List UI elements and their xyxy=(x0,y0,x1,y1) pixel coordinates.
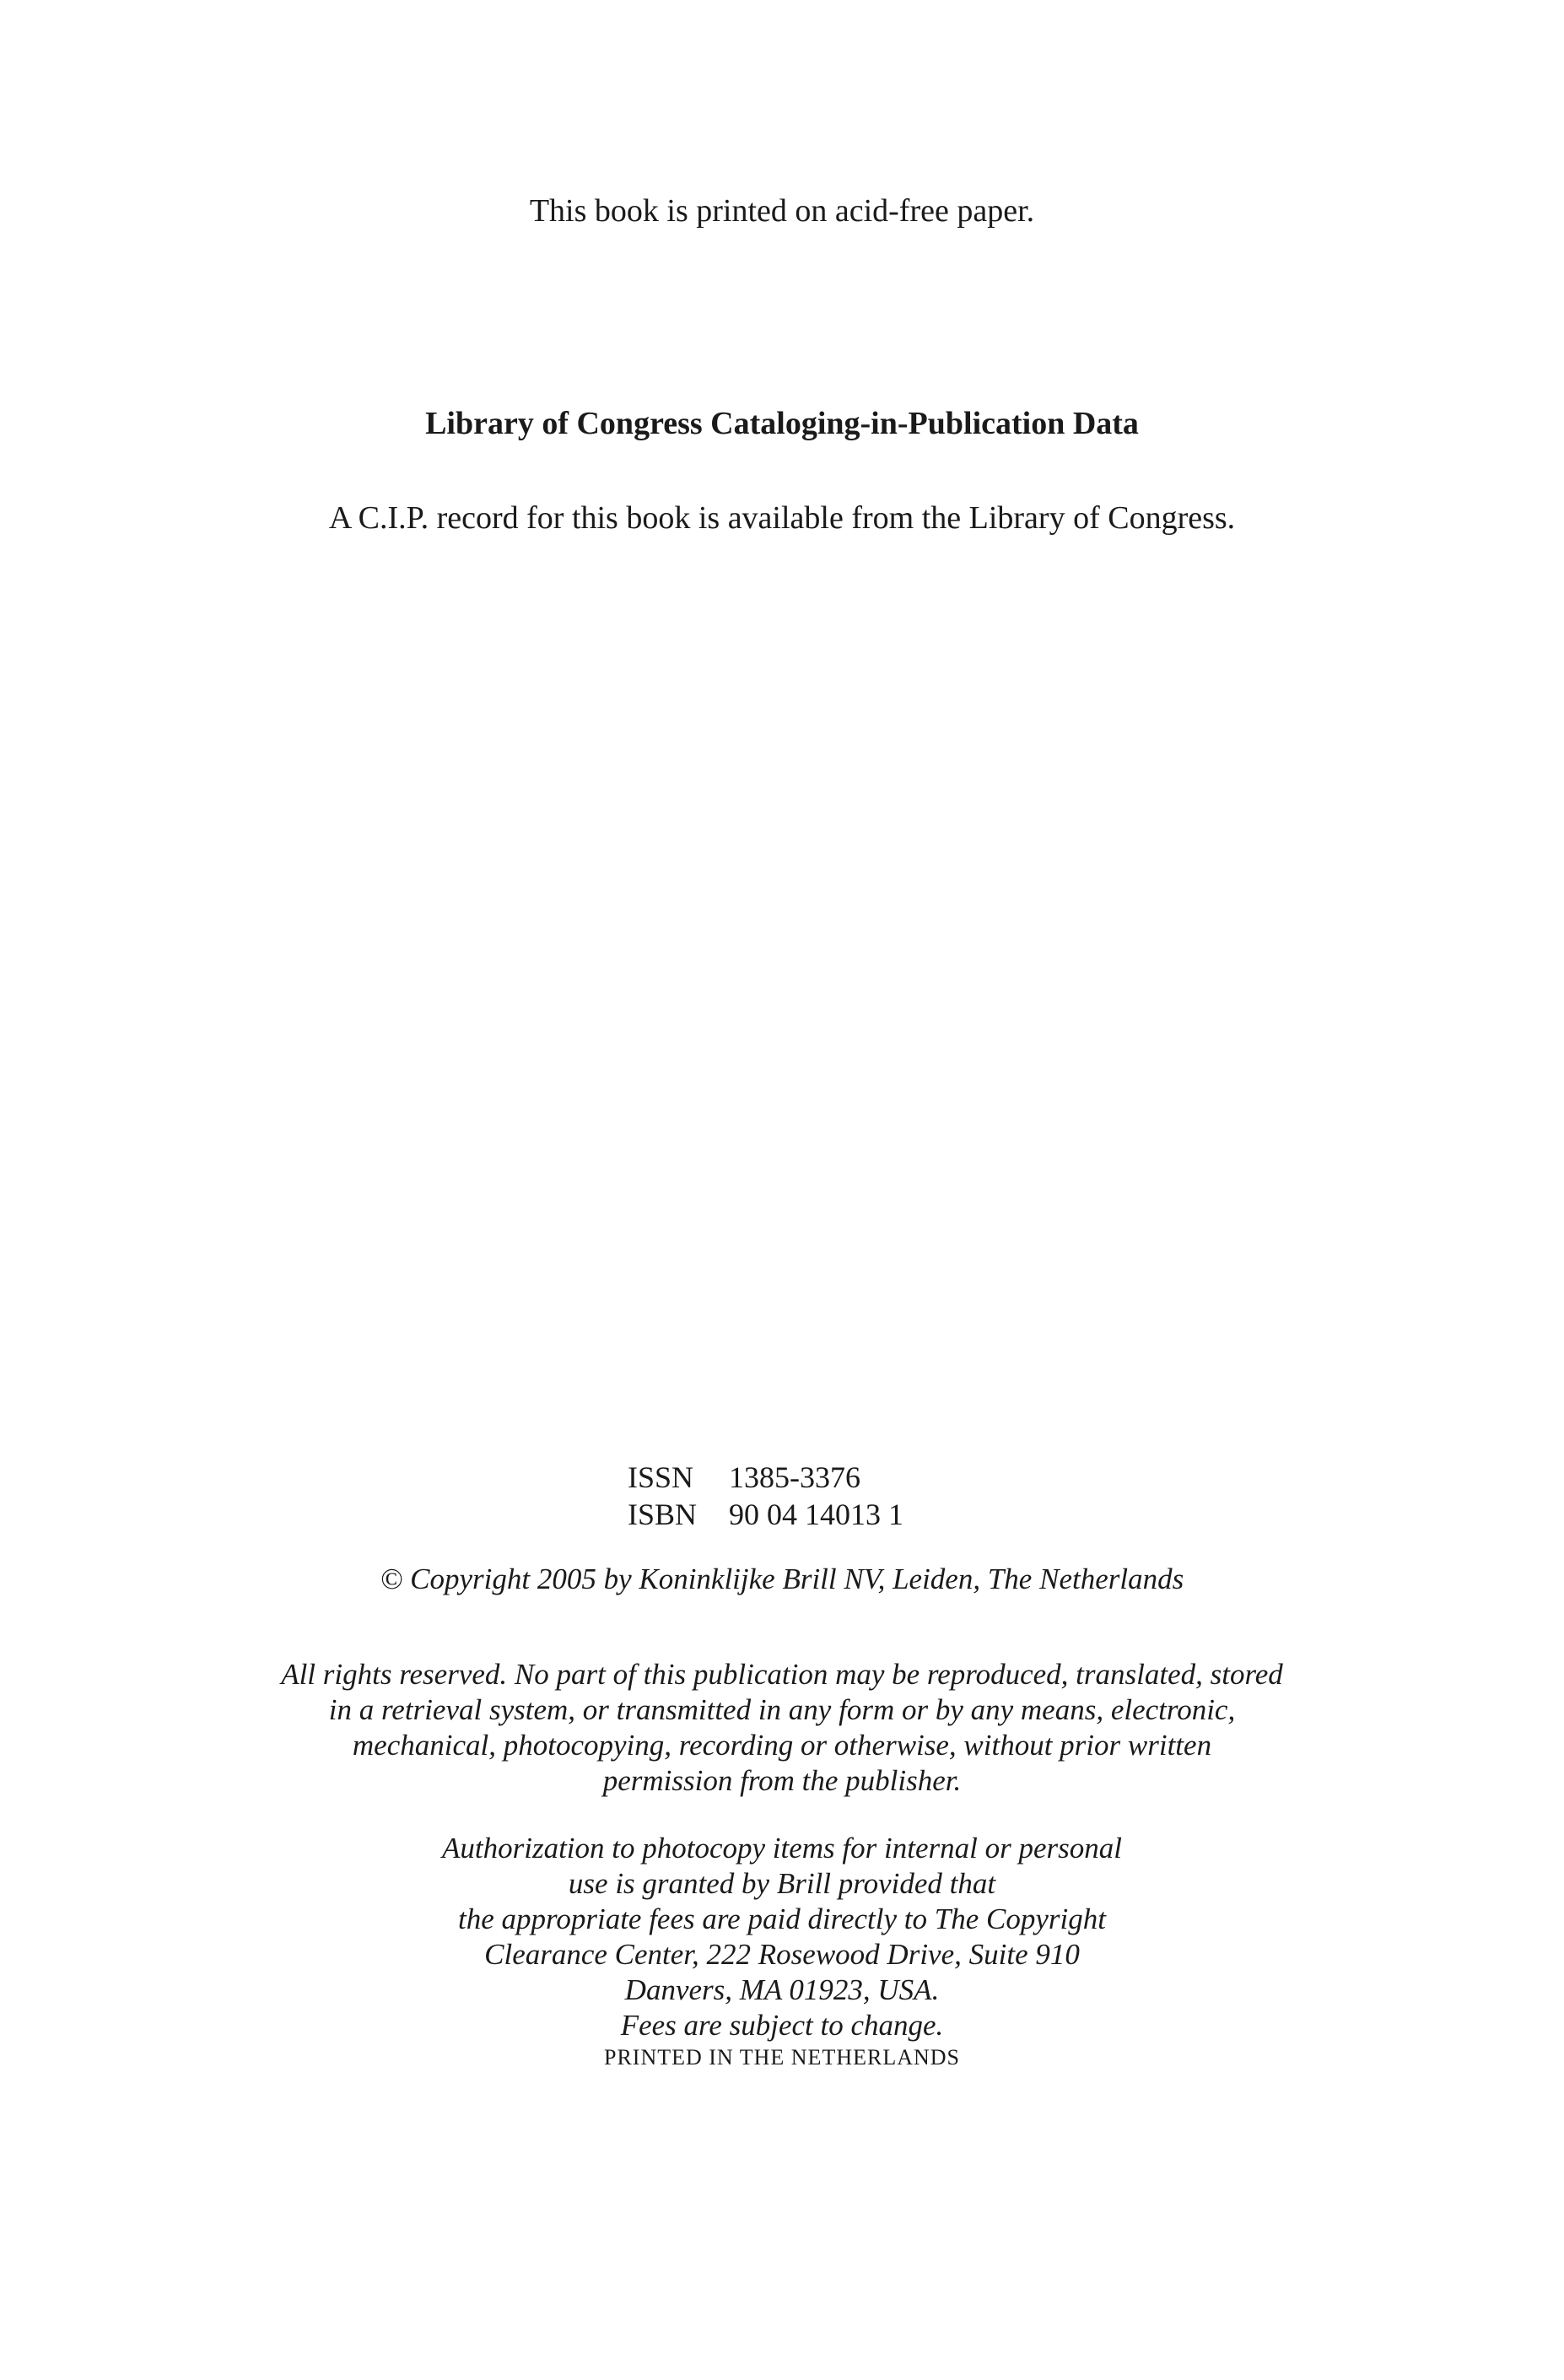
authorization-line: Danvers, MA 01923, USA. xyxy=(624,1973,940,2006)
authorization-line: Authorization to photocopy items for internal or personal xyxy=(442,1832,1122,1865)
authorization-line: the appropriate fees are paid directly to The Copyright xyxy=(458,1902,1106,1935)
isbn-label: ISBN xyxy=(628,1498,698,1531)
identifier-block xyxy=(628,1459,903,1533)
authorization-line: Fees are subject to change. xyxy=(620,2009,944,2042)
copyright-notice: © Copyright 2005 by Koninklijke Brill NV, Leiden, The Netherlands xyxy=(380,1562,1184,1595)
rights-line: mechanical, photocopying, recording or otherwise, without prior written xyxy=(352,1729,1212,1762)
issn-label: ISSN xyxy=(628,1460,694,1494)
authorization-line: use is granted by Brill provided that xyxy=(568,1867,996,1900)
authorization-line: Clearance Center, 222 Rosewood Drive, Suite 910 xyxy=(484,1938,1080,1971)
issn-row xyxy=(628,1459,903,1496)
issn-value: 1385-3376 xyxy=(729,1460,860,1494)
isbn-row xyxy=(628,1496,903,1533)
printed-in-notice: PRINTED IN THE NETHERLANDS xyxy=(604,2045,960,2070)
photocopy-authorization-notice xyxy=(0,1831,1564,2043)
rights-line: in a retrieval system, or transmitted in any form or by any means, electronic, xyxy=(328,1693,1236,1726)
rights-reserved-notice xyxy=(0,1657,1564,1799)
cip-record: A C.I.P. record for this book is available from the Library of Congress. xyxy=(328,500,1236,536)
rights-line: permission from the publisher. xyxy=(602,1764,962,1797)
cip-heading: Library of Congress Cataloging-in-Publication Data xyxy=(425,406,1139,441)
isbn-value: 90 04 14013 1 xyxy=(729,1498,903,1531)
acid-free-note: This book is printed on acid-free paper. xyxy=(529,193,1035,229)
rights-line: All rights reserved. No part of this publication may be reproduced, translated, stored xyxy=(281,1658,1283,1691)
